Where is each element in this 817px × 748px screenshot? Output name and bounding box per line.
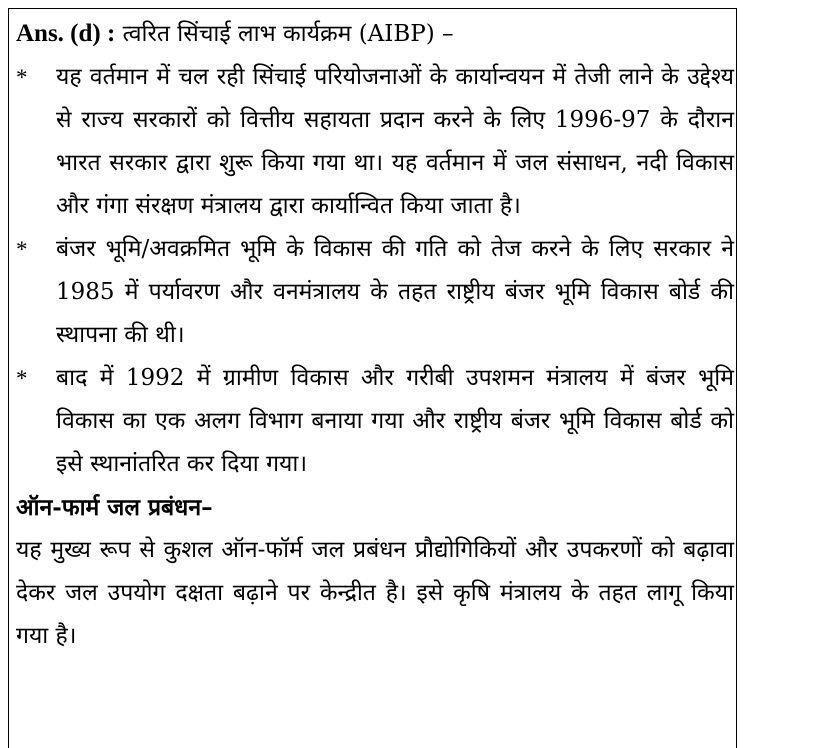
bullet-marker: * (16, 237, 28, 262)
bullet-marker: * (16, 65, 28, 90)
bullet-item (16, 56, 734, 228)
bullet-item (16, 357, 734, 486)
bullet-text: बाद में 1992 में ग्रामीण विकास और गरीबी उपशमन मंत्रालय में बंजर भूमि विकास का एक अलग विभाग बनाया गया और राष्ट्रीय बंजर भूमि विकास बोर्ड को इसे स्थानांतरित कर दिया गया। (56, 365, 734, 477)
section-paragraph: यह मुख्य रूप से कुशल ऑन-फॉर्म जल प्रबंधन प्रौद्योगिकियों और उपकरणों को बढ़ावा देकर जल उपयोग दक्षता बढ़ाने पर केन्द्रीत है। इसे कृषि मंत्रालय के तहत लागू किया गया है। (16, 537, 734, 649)
document-body (16, 12, 734, 658)
bullet-item (16, 228, 734, 357)
answer-label: Ans. (d) : (16, 20, 116, 47)
bullet-marker: * (16, 366, 28, 391)
bullet-text: यह वर्तमान में चल रही सिंचाई परियोजनाओं के कार्यान्वयन में तेजी लाने के उद्देश्य से राज्य सरकारों को वित्तीय सहायता प्रदान करने के लिए 1996-97 के दौरान भारत सरकार द्वारा शुरू किया गया था। यह वर्तमान में जल संसाधन, नदी विकास और गंगा संरक्षण मंत्रालय द्वारा कार्यान्वित किया जाता है। (56, 64, 734, 219)
answer-title: त्वरित सिंचाई लाभ कार्यक्रम (AIBP) – (122, 21, 454, 47)
answer-heading (16, 12, 734, 56)
bullet-text: बंजर भूमि/अवक्रमित भूमि के विकास की गति को तेज करने के लिए सरकार ने 1985 में पर्यावरण और वनमंत्रालय के तहत राष्ट्रीय बंजर भूमि विकास बोर्ड की स्थापना की थी। (56, 236, 734, 348)
section-heading: ऑन-फार्म जल प्रबंधन– (16, 494, 213, 521)
